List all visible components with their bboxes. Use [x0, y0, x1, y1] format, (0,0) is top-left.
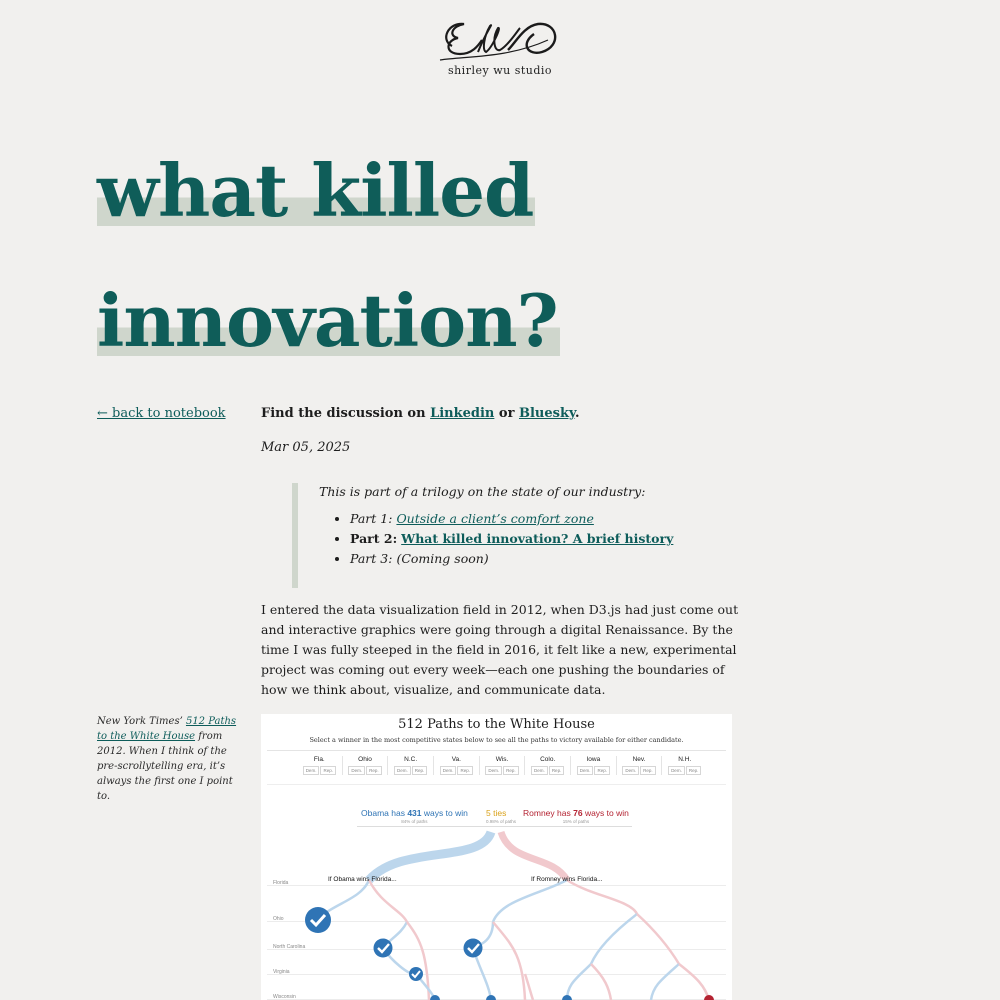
dem-button[interactable]: Dem.	[348, 766, 365, 775]
trunk-left	[369, 832, 491, 880]
rep-button[interactable]: Rep.	[594, 766, 610, 775]
branch-label-romney: If Romney wins Florida...	[531, 876, 603, 883]
figure-subtitle: Select a winner in the most competitive states below to see all the paths to victory available for either candidate.	[309, 736, 684, 744]
trilogy-intro: This is part of a trilogy on the state of our industry:	[319, 484, 646, 499]
state-name: Nev.	[632, 756, 646, 763]
part-1-link[interactable]: Outside a client’s comfort zone	[396, 511, 594, 526]
state-name: Colo.	[540, 756, 556, 763]
intro-paragraph: I entered the data visualization field in 2012, when D3.js had just come out and interactive graphics were going through a digital Renaissance. By the time I was fully steeped in the field in 2016, it felt like a new, experimental project was coming out every week—each one pushing the boundaries of how we think about, visualize, and communicate data.	[261, 602, 739, 697]
branch-label-obama: If Obama wins Florida...	[328, 876, 397, 883]
row-label: Virginia	[273, 969, 290, 975]
branch-path	[637, 914, 679, 964]
dem-button[interactable]: Dem.	[577, 766, 594, 775]
trilogy-item-1	[350, 511, 732, 527]
win-checkmarks	[305, 907, 714, 1000]
rep-button[interactable]: Rep.	[549, 766, 565, 775]
caption-prefix: New York Times’	[97, 716, 183, 727]
row-label: Wisconsin	[273, 994, 296, 1000]
trunk-right	[501, 832, 567, 880]
check-icon	[374, 939, 393, 958]
branch-path	[369, 880, 407, 922]
check-icon	[464, 939, 483, 958]
discussion-prefix: Find the discussion on	[261, 406, 426, 421]
part-3-text: (Coming soon)	[396, 551, 489, 566]
part-1-prefix: Part 1:	[350, 511, 393, 526]
row-label: Florida	[273, 880, 289, 886]
loss-icon	[704, 995, 714, 1000]
back-to-notebook-link[interactable]: ← back to notebook	[97, 406, 226, 421]
obama-note: 84% of paths	[401, 819, 428, 824]
branch-path	[407, 922, 429, 1000]
studio-name: shirley wu studio	[447, 64, 553, 77]
studio-logo[interactable]	[438, 16, 562, 77]
dem-button[interactable]: Dem.	[622, 766, 639, 775]
discussion-joiner: or	[498, 406, 515, 421]
rep-button[interactable]: Rep.	[640, 766, 656, 775]
rep-button[interactable]: Rep.	[366, 766, 382, 775]
paths-tree	[261, 714, 732, 1000]
ties-note: 0.98% of paths	[486, 819, 517, 824]
state-name: Iowa	[586, 756, 601, 763]
discussion-suffix: .	[575, 406, 580, 421]
part-2-link[interactable]: What killed innovation? A brief history	[401, 531, 674, 546]
check-icon	[486, 995, 496, 1000]
branch-path	[591, 964, 611, 1000]
part-2-prefix: Part 2:	[350, 531, 398, 546]
state-name: Fla.	[313, 756, 325, 763]
row-label: North Carolina	[273, 944, 306, 950]
trilogy-list	[319, 511, 732, 567]
caption-link[interactable]: 512 Paths to the White House	[97, 716, 237, 742]
state-name: Va.	[451, 756, 461, 763]
state-name: Ohio	[358, 756, 372, 763]
embedded-figure[interactable]	[261, 714, 732, 1000]
state-name: N.H.	[678, 756, 692, 763]
rep-button[interactable]: Rep.	[503, 766, 519, 775]
check-icon	[409, 967, 423, 981]
part-3-prefix: Part 3:	[350, 551, 393, 566]
dem-button[interactable]: Dem.	[440, 766, 457, 775]
figure-caption	[97, 714, 247, 804]
rep-button[interactable]: Rep.	[457, 766, 473, 775]
obama-suffix: ways to win	[423, 808, 468, 818]
page-title-line-2	[97, 278, 560, 363]
dem-button[interactable]: Dem.	[303, 766, 320, 775]
trilogy-callout	[292, 483, 732, 588]
dem-button[interactable]: Dem.	[668, 766, 685, 775]
branch-path	[525, 974, 533, 1000]
check-icon	[305, 907, 331, 933]
caption-suffix: from 2012. When I think of the pre-scrollytelling era, it’s always the first one I point to.	[97, 731, 233, 802]
logo-mark-icon	[438, 16, 562, 62]
discussion-line	[261, 406, 580, 421]
romney-note: 15% of paths	[562, 819, 590, 824]
row-label: Ohio	[273, 916, 284, 922]
title-text-2: innovation?	[97, 278, 558, 363]
dem-button[interactable]: Dem.	[485, 766, 502, 775]
post-date: Mar 05, 2025	[261, 440, 351, 455]
romney-count: 76	[573, 808, 583, 818]
branch-path	[493, 922, 525, 1000]
page-title-line-1	[97, 148, 535, 233]
title-text-1: what killed	[97, 148, 534, 233]
dem-button[interactable]: Dem.	[394, 766, 411, 775]
ties-text: 5 ties	[486, 808, 507, 818]
obama-count: 431	[407, 808, 422, 818]
state-name: Wis.	[495, 756, 509, 763]
rep-button[interactable]: Rep.	[412, 766, 428, 775]
linkedin-link[interactable]: Linkedin	[430, 406, 495, 421]
branch-path	[493, 880, 567, 922]
rep-button[interactable]: Rep.	[686, 766, 702, 775]
bluesky-link[interactable]: Bluesky	[518, 406, 576, 421]
check-icon	[562, 995, 572, 1000]
state-name: N.C.	[404, 756, 418, 763]
romney-prefix: Romney has	[523, 808, 571, 818]
branch-path	[651, 964, 679, 1000]
romney-suffix: ways to win	[584, 808, 629, 818]
dem-button[interactable]: Dem.	[531, 766, 548, 775]
figure-title: 512 Paths to the White House	[398, 717, 595, 732]
branch-path	[567, 964, 591, 1000]
obama-prefix: Obama has	[361, 808, 405, 818]
branch-path	[591, 914, 637, 964]
trilogy-item-3	[350, 551, 732, 567]
branch-path	[679, 964, 709, 1000]
branch-path	[567, 880, 637, 914]
rep-button[interactable]: Rep.	[320, 766, 336, 775]
trilogy-item-2	[350, 531, 732, 547]
